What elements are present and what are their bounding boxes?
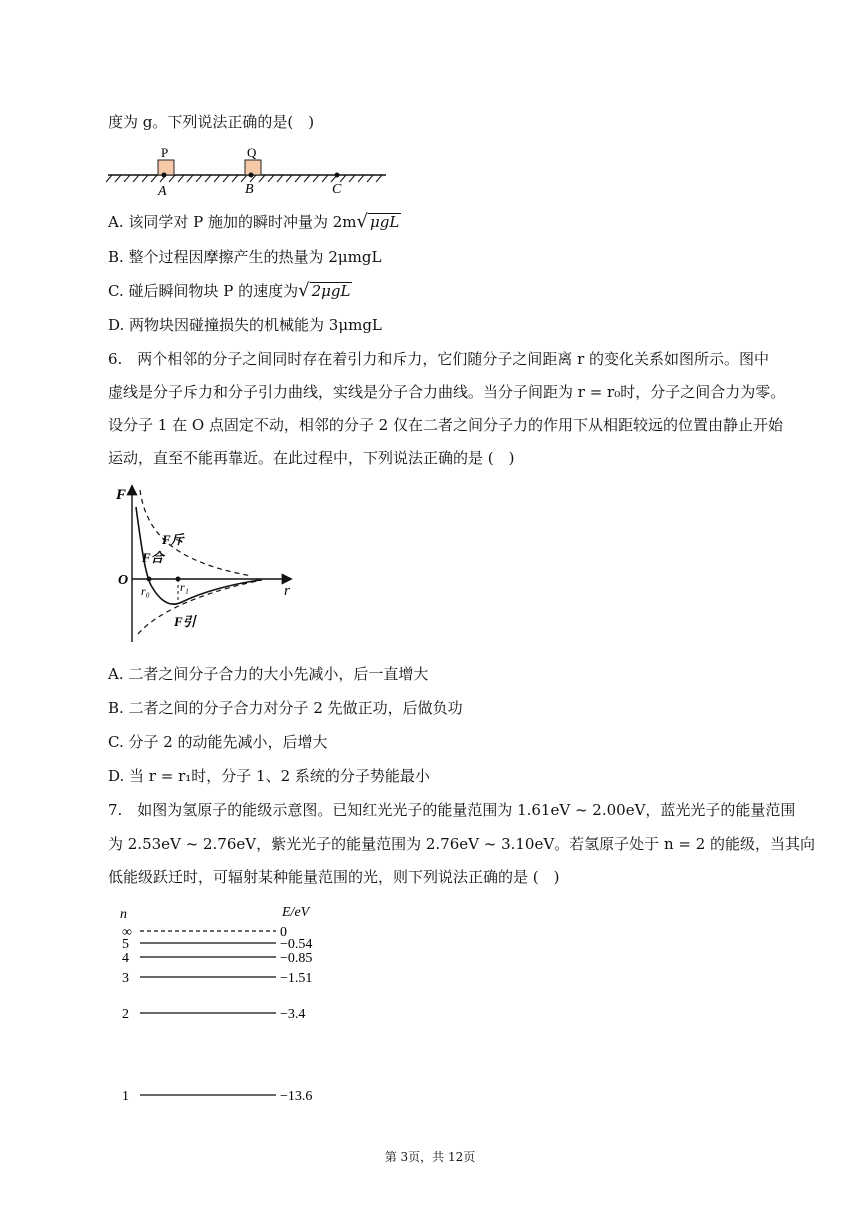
- point-a: [162, 173, 167, 178]
- level-n-label: 4: [122, 951, 129, 966]
- level-energy-label: 0: [280, 925, 287, 940]
- r1-label: r₁: [180, 580, 189, 594]
- point-c: [335, 173, 340, 178]
- q7-stem-line1: 7. 如图为氢原子的能级示意图。已知红光光子的能量范围为 1.61eV ~ 2.00eV，蓝光光子的能量范围: [108, 801, 796, 819]
- f-axis-label: F: [116, 487, 127, 503]
- q7-stem-line3: 低能级跃迁时，可辐射某种能量范围的光，则下列说法正确的是 ( ): [108, 868, 560, 886]
- q6-stem-line1: 6. 两个相邻的分子之间同时存在着引力和斥力，它们随分子之间距离 r 的变化关系如图所示。图中: [108, 350, 770, 368]
- q6-option-a: A. 二者之间分子合力的大小先减小，后一直增大: [108, 665, 429, 683]
- level-n-label: ∞: [122, 925, 132, 940]
- level-n-label: 2: [122, 1007, 129, 1022]
- q5-option-d: D. 两物块因碰撞损失的机械能为 3μmgL: [108, 316, 382, 334]
- origin-label: O: [118, 573, 129, 588]
- q6-force-figure: [112, 482, 302, 652]
- level-energy-label: −0.54: [280, 937, 313, 952]
- label-b: B: [245, 182, 254, 197]
- q6-stem-line3: 设分子 1 在 O 点固定不动，相邻的分子 2 仅在二者之间分子力的作用下从相距较远的位置由静止开始: [108, 416, 783, 434]
- block-q: [245, 160, 261, 175]
- level-energy-label: −1.51: [280, 971, 313, 986]
- level-n-label: 1: [122, 1089, 129, 1104]
- q6-option-b: B. 二者之间的分子合力对分子 2 先做正功，后做负功: [108, 699, 463, 717]
- label-c: C: [332, 182, 342, 197]
- level-energy-label: −13.6: [280, 1089, 313, 1104]
- q5-option-a: A. 该同学对 P 施加的瞬时冲量为 2m√ μgL: [108, 211, 400, 232]
- q6-stem-line4: 运动，直至不能再靠近。在此过程中，下列说法正确的是 ( ): [108, 449, 515, 467]
- level-energy-label: −0.85: [280, 951, 313, 966]
- level-energy-label: −3.4: [280, 1007, 306, 1022]
- label-p: P: [161, 145, 169, 160]
- r0-point: [147, 577, 152, 582]
- r-axis-label: r: [284, 583, 290, 599]
- q5-option-b: B. 整个过程因摩擦产生的热量为 2μmgL: [108, 248, 382, 266]
- f-net-label: F合: [142, 550, 164, 565]
- point-b: [249, 173, 254, 178]
- page-footer: 第 3页，共 12页: [384, 1150, 476, 1164]
- q5-blocks-figure: [108, 140, 393, 200]
- n-header: n: [120, 907, 127, 922]
- attract-curve: [138, 580, 262, 634]
- label-q: Q: [247, 145, 257, 160]
- level-n-label: 3: [122, 971, 129, 986]
- q5-stem-tail: 度为 g。下列说法正确的是( ): [108, 113, 315, 131]
- q6-option-d: D. 当 r = r₁时，分子 1、2 系统的分子势能最小: [108, 767, 430, 785]
- r0-label: r₀: [141, 584, 150, 598]
- f-attract-label: F引: [174, 614, 196, 629]
- block-p: [158, 160, 174, 175]
- q6-stem-line2: 虚线是分子斥力和分子引力曲线，实线是分子合力曲线。当分子间距为 r = r₀时，分子之间合力为零。: [108, 383, 786, 401]
- q7-energy-level-figure: [110, 900, 350, 1110]
- label-a: A: [158, 184, 167, 199]
- e-header: E/eV: [282, 905, 310, 920]
- f-repel-label: F斥: [162, 532, 184, 547]
- q5-option-c: C. 碰后瞬间物块 P 的速度为√ 2μgL: [108, 280, 351, 301]
- q7-stem-line2: 为 2.53eV ~ 2.76eV，紫光光子的能量范围为 2.76eV ~ 3.10eV。若氢原子处于 n = 2 的能级，当其向: [108, 835, 816, 853]
- q6-option-c: C. 分子 2 的动能先减小，后增大: [108, 733, 328, 751]
- level-n-label: 5: [122, 937, 129, 952]
